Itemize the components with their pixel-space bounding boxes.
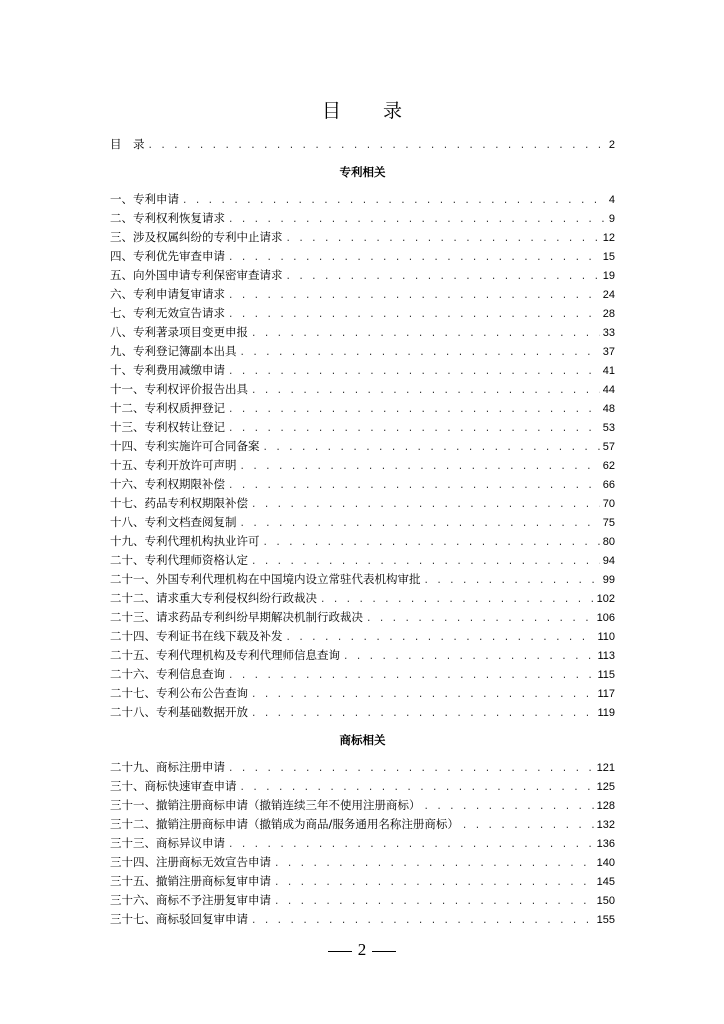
- toc-entry-title: 十八、专利文档查阅复制: [110, 515, 237, 529]
- toc-entry[interactable]: [110, 834, 615, 853]
- toc-section-heading: 商标相关: [339, 733, 386, 747]
- toc-entry-title: 三十一、撤销注册商标申请（撤销连续三年不使用注册商标）: [110, 798, 421, 812]
- toc-leader-dots: [286, 268, 600, 287]
- toc-entry-page: 24: [602, 289, 615, 301]
- toc-entry[interactable]: [110, 228, 615, 247]
- toc-entry-title: 二十三、请求药品专利纠纷早期解决机制行政裁决: [110, 610, 363, 624]
- toc-entry-page: 57: [602, 441, 615, 453]
- toc-entry-page: 140: [596, 857, 615, 869]
- toc-entry[interactable]: [110, 190, 615, 209]
- toc-entry-page: 48: [602, 403, 615, 415]
- toc-entry-page: 136: [596, 838, 615, 850]
- toc-entry-page: 66: [602, 479, 615, 491]
- toc-leader-dots: [228, 249, 600, 268]
- toc-entry[interactable]: [110, 361, 615, 380]
- toc-entry-page: 62: [602, 460, 615, 472]
- toc-entry-page: 15: [602, 251, 615, 263]
- toc-leader-dots: [286, 230, 600, 249]
- toc-entry-page: 121: [596, 762, 615, 774]
- toc-entry-page: 70: [602, 498, 615, 510]
- toc-entry[interactable]: [110, 815, 615, 834]
- toc-entry[interactable]: [110, 589, 615, 608]
- toc-entry[interactable]: [110, 209, 615, 228]
- toc-leader-dots: [228, 401, 600, 420]
- toc-entry-title: 三十二、撤销注册商标申请（撤销成为商品/服务通用名称注册商标）: [110, 817, 459, 831]
- toc-entry-title: 二十二、请求重大专利侵权纠纷行政裁决: [110, 591, 317, 605]
- toc-entry-page: 115: [597, 669, 615, 681]
- toc-entry-page: 4: [608, 194, 615, 206]
- toc-entry[interactable]: [110, 456, 615, 475]
- toc-entry[interactable]: [110, 494, 615, 513]
- toc-leader-dots: [228, 211, 606, 230]
- toc-entry[interactable]: [110, 475, 615, 494]
- toc-entry-page: 37: [602, 346, 615, 358]
- toc-entry-title: 二十八、专利基础数据开放: [110, 705, 248, 719]
- toc-leader-dots: [228, 287, 600, 306]
- toc-entry[interactable]: [110, 399, 615, 418]
- toc-entry[interactable]: [110, 342, 615, 361]
- toc-entry-title: 三十四、注册商标无效宣告申请: [110, 855, 271, 869]
- page-footer: [0, 940, 724, 960]
- toc-entry[interactable]: [110, 684, 615, 703]
- toc-entry-title: 七、专利无效宣告请求: [110, 306, 225, 320]
- toc-entry-page: 33: [602, 327, 615, 339]
- toc-entry[interactable]: [110, 247, 615, 266]
- toc-entry-title: 三十七、商标驳回复审申请: [110, 912, 248, 926]
- toc-entry-page: 132: [596, 819, 615, 831]
- toc-leader-dots: [251, 705, 594, 724]
- toc-leader-dots: [182, 192, 606, 211]
- toc-entry-title: 三十六、商标不予注册复审申请: [110, 893, 271, 907]
- toc-entry-page: 44: [602, 384, 615, 396]
- toc-entry-page: 94: [602, 555, 615, 567]
- toc-entry[interactable]: [110, 853, 615, 872]
- footer-page-number: 2: [357, 940, 367, 959]
- toc-entry-title: 三、涉及权属纠纷的专利中止请求: [110, 230, 283, 244]
- toc-entry[interactable]: [110, 513, 615, 532]
- toc-entry-page: 113: [597, 650, 615, 662]
- toc-entry-page: 125: [596, 781, 615, 793]
- toc-entry-title: 二十五、专利代理机构及专利代理师信息查询: [110, 648, 340, 662]
- toc-leader-dots: [228, 306, 600, 325]
- toc-entry-title: 二十四、专利证书在线下载及补发: [110, 629, 283, 643]
- toc-entry-title: 五、向外国申请专利保密审查请求: [110, 268, 283, 282]
- toc-entry-page: 9: [608, 213, 615, 225]
- toc-entry-page: 128: [596, 800, 615, 812]
- toc-leader-dots: [251, 912, 594, 931]
- toc-leader-dots: [228, 363, 600, 382]
- toc-leader-dots: [228, 836, 594, 855]
- toc-leader-dots: [228, 760, 594, 779]
- toc-entry-title: 二、专利权利恢复请求: [110, 211, 225, 225]
- toc-leader-dots: [274, 893, 594, 912]
- toc-entry[interactable]: [110, 796, 615, 815]
- toc-entry[interactable]: [110, 418, 615, 437]
- toc-entry[interactable]: [110, 646, 615, 665]
- toc-entry-page: 99: [602, 574, 615, 586]
- toc-leader-dots: [240, 458, 600, 477]
- toc-entry-title: 十二、专利权质押登记: [110, 401, 225, 415]
- toc-entry[interactable]: [110, 380, 615, 399]
- toc-entry[interactable]: [110, 570, 615, 589]
- toc-entry-title: 二十、专利代理师资格认定: [110, 553, 248, 567]
- toc-entry-page: 102: [596, 593, 615, 605]
- toc-leader-dots: [240, 344, 600, 363]
- toc-entry-page: 75: [602, 517, 615, 529]
- toc-leader-dots: [251, 382, 600, 401]
- toc-entry-title: 二十九、商标注册申请: [110, 760, 225, 774]
- toc-entry-page: 53: [602, 422, 615, 434]
- toc-entry-title: 十五、专利开放许可声明: [110, 458, 237, 472]
- toc-leader-dots: [251, 496, 600, 515]
- toc-entry[interactable]: [110, 910, 615, 929]
- toc-entry[interactable]: [110, 703, 615, 722]
- toc-leader-dots: [251, 686, 594, 705]
- toc-leader-dots: [251, 325, 600, 344]
- toc-entry-title: 九、专利登记簿副本出具: [110, 344, 237, 358]
- toc-entry[interactable]: [110, 627, 615, 646]
- toc-entry-page: 12: [602, 232, 615, 244]
- toc-entry[interactable]: [110, 777, 615, 796]
- toc-leader-dots: [274, 874, 594, 893]
- toc-leader-dots: [462, 817, 594, 836]
- toc-entry[interactable]: [110, 551, 615, 570]
- toc-entry[interactable]: [110, 304, 615, 323]
- table-of-contents: [110, 135, 615, 929]
- toc-entry[interactable]: [110, 437, 615, 456]
- toc-entry-page: 80: [602, 536, 615, 548]
- toc-entry-title: 十四、专利实施许可合同备案: [110, 439, 260, 453]
- toc-leader-dots: [274, 855, 594, 874]
- toc-leader-dots: [240, 515, 600, 534]
- footer-dash-left: [328, 951, 352, 952]
- toc-entry-page: 119: [597, 707, 615, 719]
- toc-entry[interactable]: [110, 758, 615, 777]
- toc-entry-title: 十、专利费用减缴申请: [110, 363, 225, 377]
- toc-entry-page: 41: [602, 365, 615, 377]
- toc-entry-title: 二十七、专利公布公告查询: [110, 686, 248, 700]
- toc-entry-title: 四、专利优先审查申请: [110, 249, 225, 263]
- toc-entry[interactable]: [110, 285, 615, 304]
- toc-entry-page: 28: [602, 308, 615, 320]
- toc-entry-page: 19: [602, 270, 615, 282]
- toc-entry[interactable]: [110, 872, 615, 891]
- toc-leader-dots: [228, 420, 600, 439]
- toc-entry-page: 106: [596, 612, 615, 624]
- toc-entry-title: 二十六、专利信息查询: [110, 667, 225, 681]
- toc-leader-dots: [366, 610, 594, 629]
- toc-leader-dots: [228, 667, 594, 686]
- toc-entry[interactable]: [110, 266, 615, 285]
- toc-leader-dots: [263, 534, 600, 553]
- toc-leader-dots: [263, 439, 600, 458]
- toc-entry[interactable]: [110, 532, 615, 551]
- page-title: 目 录: [321, 100, 421, 122]
- toc-entry-title: 三十、商标快速审查申请: [110, 779, 237, 793]
- toc-entry-title: 三十三、商标异议申请: [110, 836, 225, 850]
- toc-entry-title: 十六、专利权期限补偿: [110, 477, 225, 491]
- toc-entry[interactable]: [110, 608, 615, 627]
- toc-entry-title: 二十一、外国专利代理机构在中国境内设立常驻代表机构审批: [110, 572, 421, 586]
- toc-entry-page: 155: [596, 914, 615, 926]
- toc-entry[interactable]: [110, 323, 615, 342]
- toc-entry-title: 十三、专利权转让登记: [110, 420, 225, 434]
- toc-leader-dots: [343, 648, 594, 667]
- toc-entry-page: 110: [597, 631, 615, 643]
- toc-entry-title: 六、专利申请复审请求: [110, 287, 225, 301]
- footer-dash-right: [372, 951, 396, 952]
- toc-entry-title: 目 录: [110, 137, 145, 151]
- toc-entry-title: 一、专利申请: [110, 192, 179, 206]
- toc-entry-title: 三十五、撤销注册商标复审申请: [110, 874, 271, 888]
- toc-entry-page: 150: [596, 895, 615, 907]
- toc-entry-title: 十七、药品专利权期限补偿: [110, 496, 248, 510]
- toc-entry-page: 117: [597, 688, 615, 700]
- toc-entry[interactable]: [110, 665, 615, 684]
- toc-entry[interactable]: [110, 891, 615, 910]
- toc-entry-page: 145: [596, 876, 615, 888]
- toc-section-heading: 专利相关: [339, 165, 386, 179]
- toc-entry[interactable]: [110, 135, 615, 154]
- toc-entry-title: 八、专利著录项目变更申报: [110, 325, 248, 339]
- toc-entry-title: 十九、专利代理机构执业许可: [110, 534, 260, 548]
- toc-leader-dots: [424, 572, 600, 591]
- toc-entry-page: 2: [608, 139, 615, 151]
- toc-leader-dots: [228, 477, 600, 496]
- toc-entry-title: 十一、专利权评价报告出具: [110, 382, 248, 396]
